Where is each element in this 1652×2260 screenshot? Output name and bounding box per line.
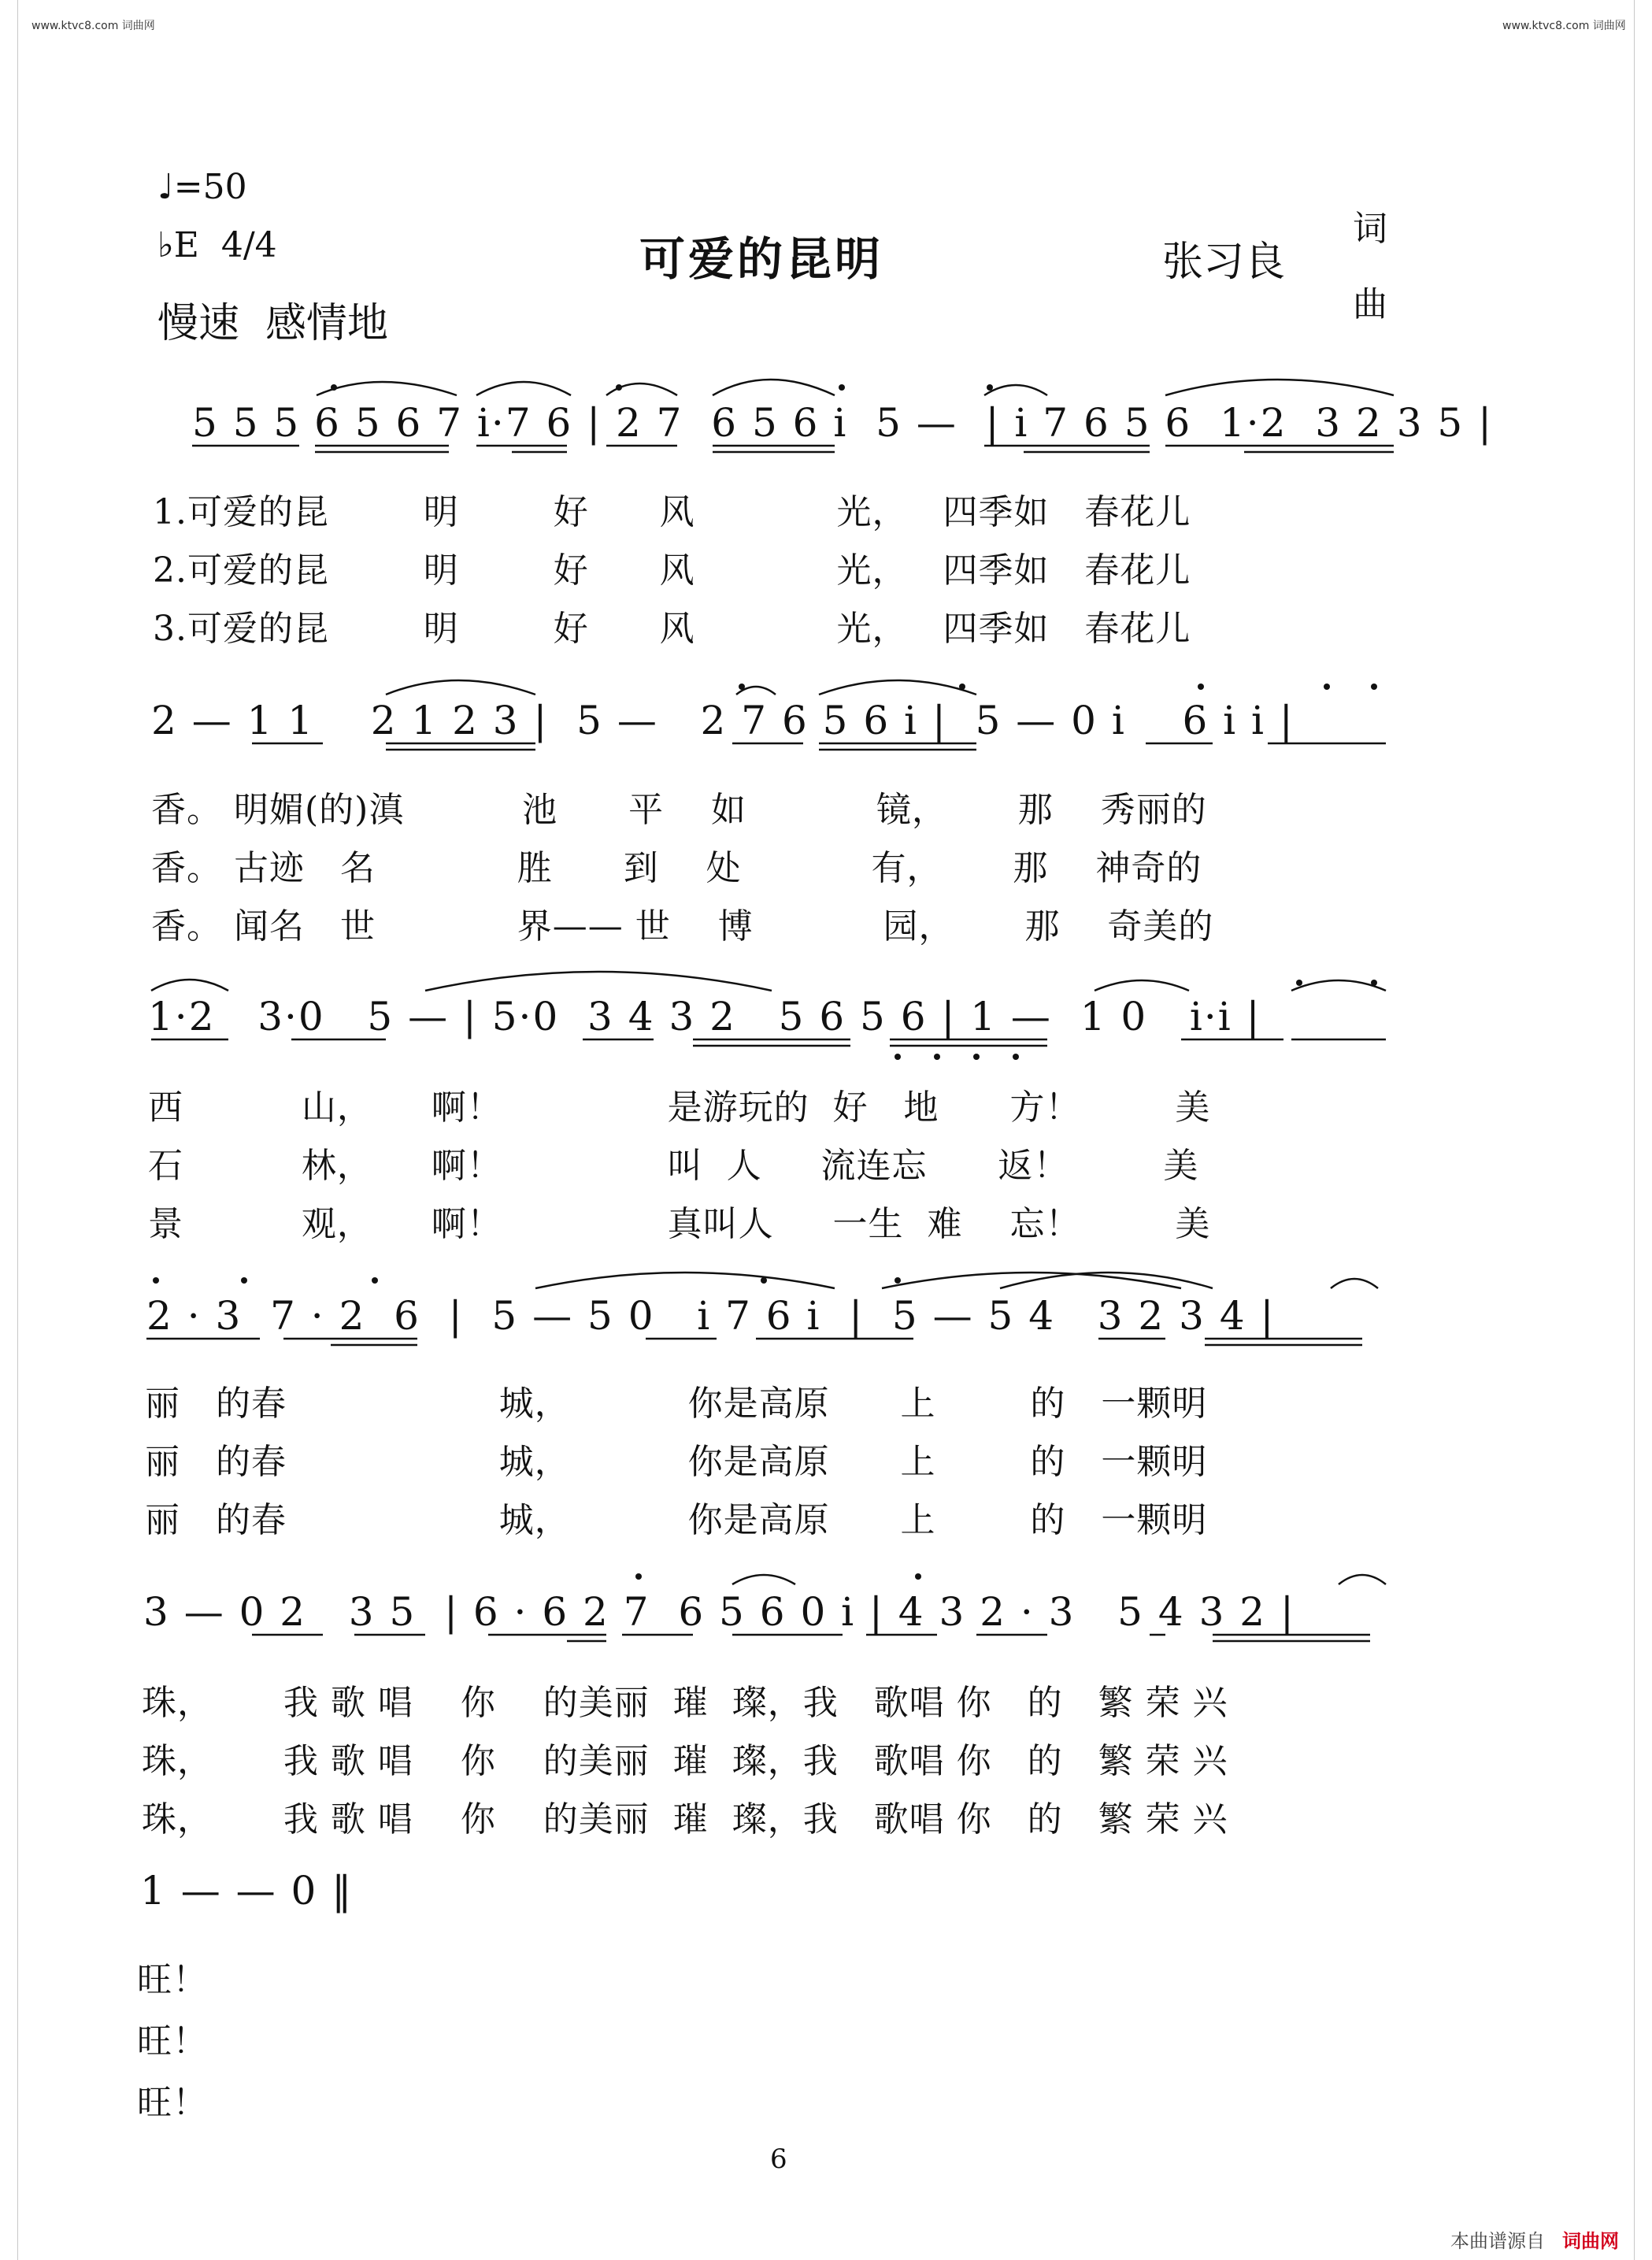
slur xyxy=(1165,380,1394,395)
slur xyxy=(1291,980,1386,991)
slur xyxy=(317,382,457,395)
lyric-line-1-verse-3: 3.可爱的昆 明 好 风 光， 四季如 春花儿 xyxy=(153,609,1191,649)
slur xyxy=(1095,980,1189,991)
lyric-line-3-verse-2: 石 林， 啊！ 叫 人 流连忘 返！ 美 xyxy=(148,1146,1199,1186)
notation-line-4: 2 · 3 7 · 2 6 | 5 — 5 0 i 7 6 i | 5 — 5 4 3 2 3 4 | xyxy=(146,1293,1276,1339)
lyric-line-4-verse-1: 丽 的春 城， 你是高原 上 的 一颗明 xyxy=(145,1384,1208,1424)
octave-dot xyxy=(331,384,337,391)
beam xyxy=(890,1039,1047,1046)
music-credit-label: 曲 xyxy=(1353,284,1387,324)
octave-dot xyxy=(635,1573,642,1580)
lyric-line-2-verse-1: 香。 明媚(的)滇 池 平 如 镜， 那 秀丽的 xyxy=(151,790,1207,830)
author-name: 张习良 xyxy=(1162,239,1286,286)
left-page-edge xyxy=(0,0,18,2260)
tempo-marking: ♩=50 xyxy=(157,167,247,207)
octave-dot xyxy=(1371,684,1377,690)
slur xyxy=(882,1273,1181,1288)
octave-dot xyxy=(372,1277,378,1284)
octave-dot xyxy=(739,684,745,690)
octave-dot xyxy=(959,684,965,690)
notation-line-2: 2 — 1 1 2 1 2 3 | 5 — 2 7 6 5 6 i | 5 — 0 i 6 i i | xyxy=(151,698,1295,743)
slur xyxy=(1000,1273,1213,1288)
lyric-line-1-verse-2: 2.可爱的昆 明 好 风 光， 四季如 春花儿 xyxy=(153,550,1191,591)
slur xyxy=(984,385,1047,395)
low-octave-dot xyxy=(934,1054,940,1060)
octave-dot xyxy=(1371,980,1377,986)
slur xyxy=(425,972,772,991)
lyric-line-6-verse-2: 旺！ xyxy=(137,2021,208,2062)
lyric-line-2-verse-2: 香。 古迹 名 胜 到 处 有， 那 神奇的 xyxy=(151,848,1202,888)
lyric-line-5-verse-1: 珠， 我 歌 唱 你 的美丽 璀 璨，我 歌唱 你 的 繁 荣 兴 xyxy=(142,1683,1228,1723)
lyric-line-2-verse-3: 香。 闻名 世 界—— 世 博 园， 那 奇美的 xyxy=(151,906,1214,947)
beam xyxy=(819,743,976,750)
beam xyxy=(476,446,567,452)
low-octave-dot xyxy=(895,1054,901,1060)
beam xyxy=(1205,1339,1362,1345)
beam xyxy=(386,743,535,750)
slur xyxy=(606,383,677,395)
lyric-line-6-verse-1: 旺！ xyxy=(137,1960,208,2000)
octave-dot xyxy=(915,1573,921,1580)
footer-brand-link[interactable]: 词曲网 xyxy=(1562,2230,1619,2252)
slur xyxy=(732,1575,795,1584)
octave-dot xyxy=(1324,684,1330,690)
site-tag-right: www.ktvc8.com 词曲网 xyxy=(1502,20,1626,32)
beam xyxy=(693,1039,850,1046)
lyric-line-1-verse-1: 1.可爱的昆 明 好 风 光， 四季如 春花儿 xyxy=(153,492,1191,532)
slur xyxy=(736,687,776,695)
expression-marking: 慢速 感情地 xyxy=(157,300,389,347)
lyric-line-5-verse-3: 珠， 我 歌 唱 你 的美丽 璀 璨，我 歌唱 你 的 繁 荣 兴 xyxy=(142,1799,1228,1839)
lyric-line-6-verse-3: 旺！ xyxy=(137,2083,208,2123)
key-signature: ♭E 4/4 xyxy=(157,225,277,265)
octave-dot xyxy=(1198,684,1204,690)
octave-dot xyxy=(241,1277,247,1284)
song-title: 可爱的昆明 xyxy=(639,232,884,286)
notation-line-3: 1·2 3·0 5 — | 5·0 3 4 3 2 5 6 5 6 | 1 — 1 0 i·i | xyxy=(148,994,1261,1039)
low-octave-dot xyxy=(1013,1054,1019,1060)
lyric-line-4-verse-2: 丽 的春 城， 你是高原 上 的 一颗明 xyxy=(145,1442,1208,1482)
slur xyxy=(819,680,976,695)
octave-dot xyxy=(895,1277,901,1284)
beam xyxy=(984,446,1150,452)
site-tag-left: www.ktvc8.com 词曲网 xyxy=(31,20,155,32)
footer-source-label: 本曲谱源自 xyxy=(1450,2230,1545,2252)
beam xyxy=(315,446,449,452)
notation-line-1: 5 5 5 6 5 6 7 i·7 6 | 2 7 6 5 6 i 5 — | i 7 6 5 6 1·2 3 2 3 5 | xyxy=(192,400,1493,446)
octave-dot xyxy=(839,384,845,391)
lyric-line-3-verse-1: 西 山， 啊！ 是游玩的 好 地 方！ 美 xyxy=(148,1087,1211,1128)
octave-dot xyxy=(761,1277,767,1284)
slur xyxy=(1331,1279,1378,1288)
octave-dot xyxy=(1296,980,1302,986)
octave-dot xyxy=(153,1277,159,1284)
right-page-edge xyxy=(1634,0,1652,2260)
low-octave-dot xyxy=(973,1054,980,1060)
slur xyxy=(386,680,535,695)
beam xyxy=(1213,1635,1370,1641)
beam xyxy=(283,1339,417,1345)
beam xyxy=(1165,446,1394,452)
slur xyxy=(151,980,228,991)
slur xyxy=(713,380,835,395)
lyric-line-5-verse-2: 珠， 我 歌 唱 你 的美丽 璀 璨，我 歌唱 你 的 繁 荣 兴 xyxy=(142,1741,1228,1781)
slur xyxy=(1339,1575,1386,1584)
page-number: 6 xyxy=(770,2143,787,2175)
octave-dot xyxy=(616,384,622,391)
slur xyxy=(535,1273,835,1288)
beam xyxy=(713,446,835,452)
lyric-line-3-verse-3: 景 观， 啊！ 真叫人 一生 难 忘！ 美 xyxy=(148,1204,1211,1244)
octave-dot xyxy=(987,384,993,391)
lyric-line-4-verse-3: 丽 的春 城， 你是高原 上 的 一颗明 xyxy=(145,1500,1208,1540)
lyrics-credit-label: 词 xyxy=(1353,209,1387,249)
slur xyxy=(476,382,571,395)
notation-line-5: 3 — 0 2 3 5 | 6 · 6 2 7 6 5 6 0 i | 4 3 2 · 3 5 4 3 2 | xyxy=(143,1589,1295,1635)
beam xyxy=(488,1635,606,1641)
notation-line-6: 1 — — 0 ‖ xyxy=(140,1868,354,1914)
